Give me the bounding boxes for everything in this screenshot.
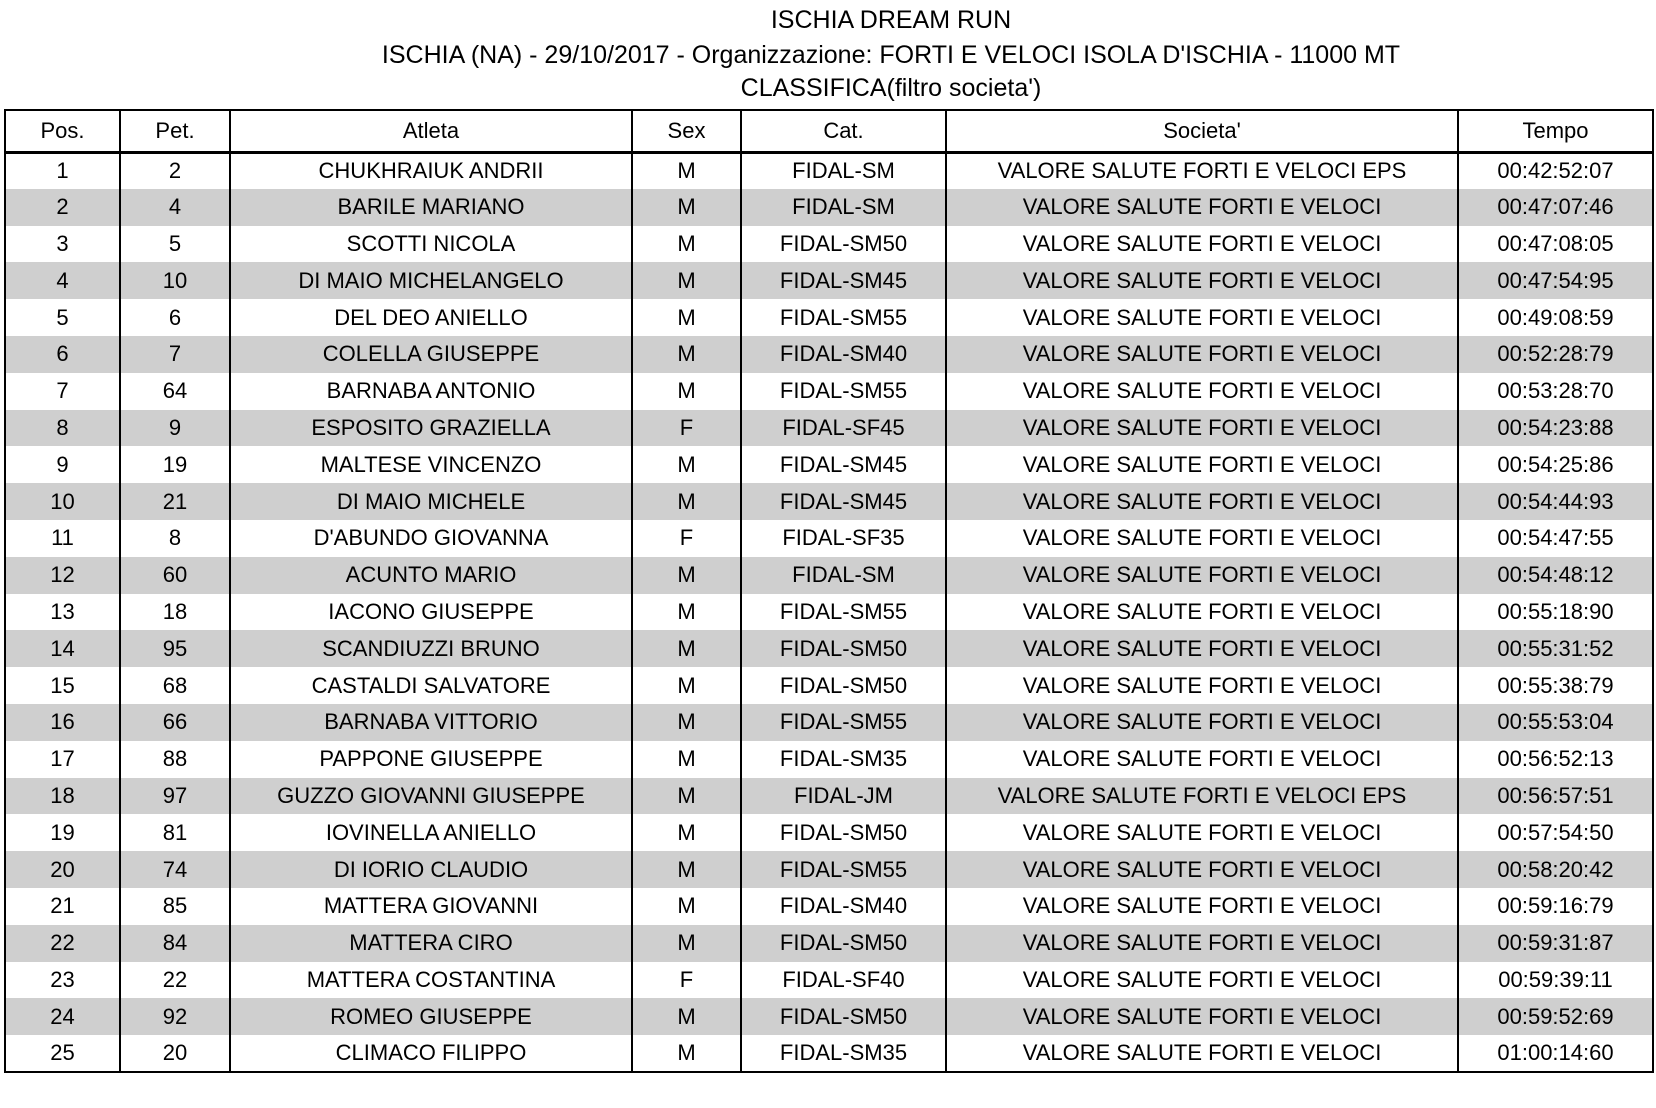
table-row: [5, 483, 1653, 520]
athlete-cell: MALTESE VINCENZO: [230, 446, 632, 483]
athlete-cell: PAPPONE GIUSEPPE: [230, 741, 632, 778]
athlete-cell: DI IORIO CLAUDIO: [230, 851, 632, 888]
table-row: [5, 557, 1653, 594]
time-cell: 00:56:57:51: [1458, 778, 1653, 815]
page-title: ISCHIA DREAM RUN: [770, 6, 1012, 34]
pet-cell: 9: [120, 410, 230, 447]
sex-cell: M: [632, 814, 741, 851]
athlete-cell: SCOTTI NICOLA: [230, 226, 632, 263]
pos-cell: 7: [5, 373, 120, 410]
athlete-cell: CLIMACO FILIPPO: [230, 1035, 632, 1072]
table-row: [5, 410, 1653, 447]
sex-cell: M: [632, 299, 741, 336]
pet-cell: 19: [120, 446, 230, 483]
athlete-cell: DEL DEO ANIELLO: [230, 299, 632, 336]
column-header-cat: Cat.: [741, 110, 946, 152]
pos-cell: 6: [5, 336, 120, 373]
sex-cell: F: [632, 410, 741, 447]
club-cell: VALORE SALUTE FORTI E VELOCI EPS: [946, 152, 1458, 189]
time-cell: 00:49:08:59: [1458, 299, 1653, 336]
time-cell: 00:59:16:79: [1458, 888, 1653, 925]
table-row: [5, 226, 1653, 263]
category-cell: FIDAL-SM50: [741, 925, 946, 962]
sex-cell: F: [632, 520, 741, 557]
athlete-cell: BARNABA VITTORIO: [230, 704, 632, 741]
sex-cell: M: [632, 704, 741, 741]
table-row: [5, 189, 1653, 226]
category-cell: FIDAL-SM55: [741, 704, 946, 741]
pos-cell: 24: [5, 998, 120, 1035]
table-row: [5, 667, 1653, 704]
club-cell: VALORE SALUTE FORTI E VELOCI: [946, 630, 1458, 667]
table-row: [5, 778, 1653, 815]
category-cell: FIDAL-SM: [741, 189, 946, 226]
category-cell: FIDAL-SM40: [741, 336, 946, 373]
time-cell: 00:59:52:69: [1458, 998, 1653, 1035]
table-row: [5, 336, 1653, 373]
club-cell: VALORE SALUTE FORTI E VELOCI: [946, 336, 1458, 373]
column-header-atleta: Atleta: [230, 110, 632, 152]
time-cell: 00:55:31:52: [1458, 630, 1653, 667]
pos-cell: 14: [5, 630, 120, 667]
club-cell: VALORE SALUTE FORTI E VELOCI: [946, 557, 1458, 594]
pet-cell: 5: [120, 226, 230, 263]
sex-cell: M: [632, 1035, 741, 1072]
table-row: [5, 741, 1653, 778]
sex-cell: M: [632, 557, 741, 594]
column-header-tempo: Tempo: [1458, 110, 1653, 152]
category-cell: FIDAL-SM45: [741, 262, 946, 299]
table-row: [5, 630, 1653, 667]
column-header-pet: Pet.: [120, 110, 230, 152]
sex-cell: M: [632, 998, 741, 1035]
pet-cell: 95: [120, 630, 230, 667]
athlete-cell: CASTALDI SALVATORE: [230, 667, 632, 704]
club-cell: VALORE SALUTE FORTI E VELOCI: [946, 226, 1458, 263]
club-cell: VALORE SALUTE FORTI E VELOCI: [946, 189, 1458, 226]
column-header-societa: Societa': [946, 110, 1458, 152]
column-header-pos: Pos.: [5, 110, 120, 152]
classification-label: CLASSIFICA(filtro societa'): [740, 74, 1042, 102]
time-cell: 00:54:47:55: [1458, 520, 1653, 557]
club-cell: VALORE SALUTE FORTI E VELOCI: [946, 741, 1458, 778]
category-cell: FIDAL-SM55: [741, 594, 946, 631]
pos-cell: 21: [5, 888, 120, 925]
pos-cell: 3: [5, 226, 120, 263]
pos-cell: 17: [5, 741, 120, 778]
pos-cell: 5: [5, 299, 120, 336]
time-cell: 00:55:53:04: [1458, 704, 1653, 741]
pos-cell: 20: [5, 851, 120, 888]
table-row: [5, 299, 1653, 336]
club-cell: VALORE SALUTE FORTI E VELOCI: [946, 962, 1458, 999]
table-row: [5, 925, 1653, 962]
pet-cell: 74: [120, 851, 230, 888]
sex-cell: M: [632, 336, 741, 373]
time-cell: 00:47:08:05: [1458, 226, 1653, 263]
pet-cell: 66: [120, 704, 230, 741]
club-cell: VALORE SALUTE FORTI E VELOCI: [946, 1035, 1458, 1072]
time-cell: 00:54:48:12: [1458, 557, 1653, 594]
athlete-cell: IOVINELLA ANIELLO: [230, 814, 632, 851]
pet-cell: 10: [120, 262, 230, 299]
sex-cell: M: [632, 373, 741, 410]
time-cell: 01:00:14:60: [1458, 1035, 1653, 1072]
results-body: [5, 152, 1653, 1072]
pos-cell: 9: [5, 446, 120, 483]
table-row: [5, 704, 1653, 741]
pos-cell: 11: [5, 520, 120, 557]
pet-cell: 4: [120, 189, 230, 226]
time-cell: 00:56:52:13: [1458, 741, 1653, 778]
table-row: [5, 152, 1653, 189]
event-subtitle: ISCHIA (NA) - 29/10/2017 - Organizzazione: FORTI E VELOCI ISOLA D'ISCHIA - 11000 MT: [381, 41, 1401, 69]
category-cell: FIDAL-SM35: [741, 1035, 946, 1072]
club-cell: VALORE SALUTE FORTI E VELOCI: [946, 814, 1458, 851]
pos-cell: 15: [5, 667, 120, 704]
pos-cell: 10: [5, 483, 120, 520]
club-cell: VALORE SALUTE FORTI E VELOCI: [946, 998, 1458, 1035]
category-cell: FIDAL-SM45: [741, 446, 946, 483]
pos-cell: 8: [5, 410, 120, 447]
table-row: [5, 520, 1653, 557]
athlete-cell: DI MAIO MICHELANGELO: [230, 262, 632, 299]
club-cell: VALORE SALUTE FORTI E VELOCI: [946, 704, 1458, 741]
club-cell: VALORE SALUTE FORTI E VELOCI EPS: [946, 778, 1458, 815]
category-cell: FIDAL-SM50: [741, 630, 946, 667]
sex-cell: M: [632, 189, 741, 226]
time-cell: 00:55:38:79: [1458, 667, 1653, 704]
athlete-cell: ROMEO GIUSEPPE: [230, 998, 632, 1035]
club-cell: VALORE SALUTE FORTI E VELOCI: [946, 594, 1458, 631]
sex-cell: M: [632, 226, 741, 263]
category-cell: FIDAL-JM: [741, 778, 946, 815]
athlete-cell: IACONO GIUSEPPE: [230, 594, 632, 631]
category-cell: FIDAL-SM50: [741, 226, 946, 263]
category-cell: FIDAL-SM45: [741, 483, 946, 520]
category-cell: FIDAL-SM50: [741, 998, 946, 1035]
pet-cell: 88: [120, 741, 230, 778]
sex-cell: M: [632, 152, 741, 189]
category-cell: FIDAL-SM40: [741, 888, 946, 925]
pet-cell: 22: [120, 962, 230, 999]
sex-cell: M: [632, 262, 741, 299]
pos-cell: 4: [5, 262, 120, 299]
time-cell: 00:59:39:11: [1458, 962, 1653, 999]
athlete-cell: D'ABUNDO GIOVANNA: [230, 520, 632, 557]
pet-cell: 20: [120, 1035, 230, 1072]
sex-cell: M: [632, 630, 741, 667]
table-row: [5, 594, 1653, 631]
sex-cell: M: [632, 741, 741, 778]
pos-cell: 18: [5, 778, 120, 815]
pet-cell: 81: [120, 814, 230, 851]
club-cell: VALORE SALUTE FORTI E VELOCI: [946, 520, 1458, 557]
time-cell: 00:52:28:79: [1458, 336, 1653, 373]
pet-cell: 21: [120, 483, 230, 520]
sex-cell: M: [632, 851, 741, 888]
pet-cell: 8: [120, 520, 230, 557]
category-cell: FIDAL-SM55: [741, 299, 946, 336]
time-cell: 00:47:54:95: [1458, 262, 1653, 299]
athlete-cell: ACUNTO MARIO: [230, 557, 632, 594]
table-row: [5, 851, 1653, 888]
table-row: [5, 262, 1653, 299]
athlete-cell: DI MAIO MICHELE: [230, 483, 632, 520]
pet-cell: 85: [120, 888, 230, 925]
time-cell: 00:53:28:70: [1458, 373, 1653, 410]
column-header-sex: Sex: [632, 110, 741, 152]
sex-cell: M: [632, 446, 741, 483]
pet-cell: 2: [120, 152, 230, 189]
club-cell: VALORE SALUTE FORTI E VELOCI: [946, 851, 1458, 888]
category-cell: FIDAL-SM55: [741, 373, 946, 410]
table-row: [5, 888, 1653, 925]
table-row: [5, 998, 1653, 1035]
pos-cell: 1: [5, 152, 120, 189]
sex-cell: M: [632, 594, 741, 631]
club-cell: VALORE SALUTE FORTI E VELOCI: [946, 373, 1458, 410]
category-cell: FIDAL-SF35: [741, 520, 946, 557]
pet-cell: 7: [120, 336, 230, 373]
pet-cell: 60: [120, 557, 230, 594]
table-row: [5, 446, 1653, 483]
pet-cell: 92: [120, 998, 230, 1035]
time-cell: 00:54:44:93: [1458, 483, 1653, 520]
pos-cell: 23: [5, 962, 120, 999]
pos-cell: 16: [5, 704, 120, 741]
athlete-cell: GUZZO GIOVANNI GIUSEPPE: [230, 778, 632, 815]
athlete-cell: MATTERA COSTANTINA: [230, 962, 632, 999]
athlete-cell: SCANDIUZZI BRUNO: [230, 630, 632, 667]
pos-cell: 13: [5, 594, 120, 631]
athlete-cell: CHUKHRAIUK ANDRII: [230, 152, 632, 189]
athlete-cell: BARILE MARIANO: [230, 189, 632, 226]
club-cell: VALORE SALUTE FORTI E VELOCI: [946, 410, 1458, 447]
category-cell: FIDAL-SM35: [741, 741, 946, 778]
athlete-cell: ESPOSITO GRAZIELLA: [230, 410, 632, 447]
athlete-cell: MATTERA GIOVANNI: [230, 888, 632, 925]
sex-cell: F: [632, 962, 741, 999]
time-cell: 00:57:54:50: [1458, 814, 1653, 851]
header-row: [5, 110, 1653, 152]
pos-cell: 12: [5, 557, 120, 594]
pet-cell: 84: [120, 925, 230, 962]
sex-cell: M: [632, 483, 741, 520]
club-cell: VALORE SALUTE FORTI E VELOCI: [946, 925, 1458, 962]
category-cell: FIDAL-SF40: [741, 962, 946, 999]
athlete-cell: BARNABA ANTONIO: [230, 373, 632, 410]
table-row: [5, 962, 1653, 999]
table-row: [5, 1035, 1653, 1072]
pet-cell: 64: [120, 373, 230, 410]
sex-cell: M: [632, 778, 741, 815]
time-cell: 00:54:23:88: [1458, 410, 1653, 447]
sex-cell: M: [632, 925, 741, 962]
category-cell: FIDAL-SM: [741, 557, 946, 594]
sex-cell: M: [632, 888, 741, 925]
results-table: [4, 109, 1654, 1073]
category-cell: FIDAL-SM50: [741, 667, 946, 704]
club-cell: VALORE SALUTE FORTI E VELOCI: [946, 299, 1458, 336]
time-cell: 00:58:20:42: [1458, 851, 1653, 888]
time-cell: 00:59:31:87: [1458, 925, 1653, 962]
category-cell: FIDAL-SF45: [741, 410, 946, 447]
category-cell: FIDAL-SM55: [741, 851, 946, 888]
time-cell: 00:55:18:90: [1458, 594, 1653, 631]
club-cell: VALORE SALUTE FORTI E VELOCI: [946, 667, 1458, 704]
table-row: [5, 814, 1653, 851]
club-cell: VALORE SALUTE FORTI E VELOCI: [946, 483, 1458, 520]
pos-cell: 19: [5, 814, 120, 851]
time-cell: 00:42:52:07: [1458, 152, 1653, 189]
club-cell: VALORE SALUTE FORTI E VELOCI: [946, 446, 1458, 483]
category-cell: FIDAL-SM: [741, 152, 946, 189]
club-cell: VALORE SALUTE FORTI E VELOCI: [946, 262, 1458, 299]
category-cell: FIDAL-SM50: [741, 814, 946, 851]
sex-cell: M: [632, 667, 741, 704]
pet-cell: 18: [120, 594, 230, 631]
pos-cell: 22: [5, 925, 120, 962]
pet-cell: 68: [120, 667, 230, 704]
athlete-cell: MATTERA CIRO: [230, 925, 632, 962]
pet-cell: 97: [120, 778, 230, 815]
pos-cell: 25: [5, 1035, 120, 1072]
athlete-cell: COLELLA GIUSEPPE: [230, 336, 632, 373]
time-cell: 00:54:25:86: [1458, 446, 1653, 483]
pet-cell: 6: [120, 299, 230, 336]
time-cell: 00:47:07:46: [1458, 189, 1653, 226]
table-row: [5, 373, 1653, 410]
club-cell: VALORE SALUTE FORTI E VELOCI: [946, 888, 1458, 925]
pos-cell: 2: [5, 189, 120, 226]
